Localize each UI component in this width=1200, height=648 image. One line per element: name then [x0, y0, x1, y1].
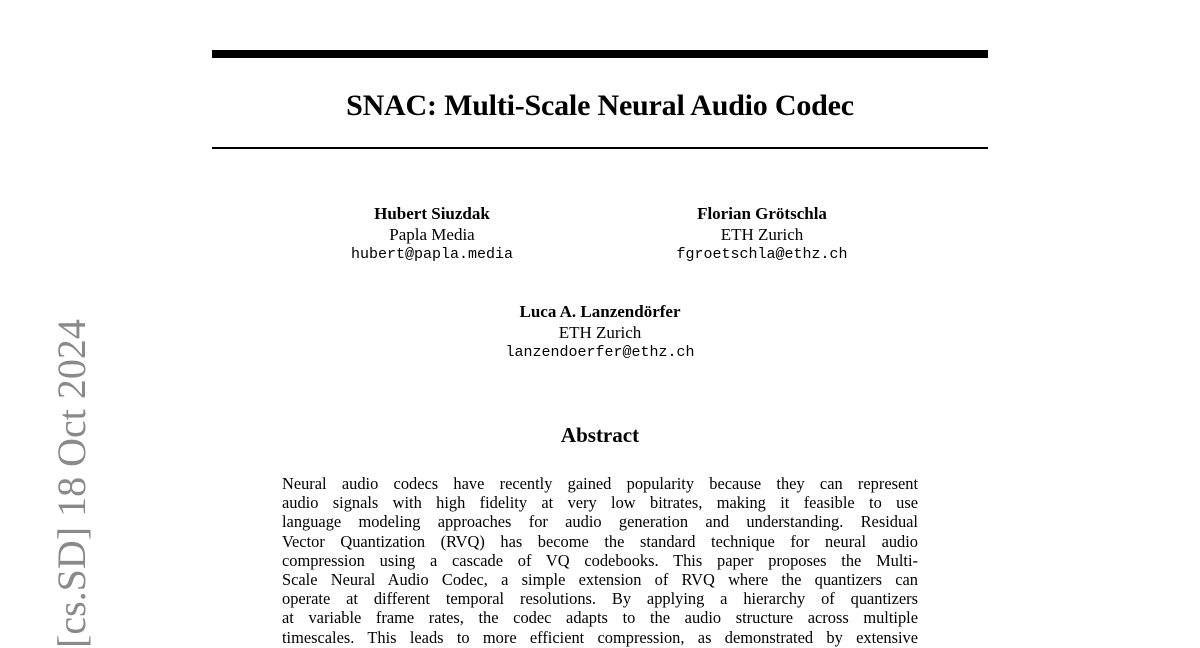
abstract-line: operate at different temporal resolutions. By applying a hierarchy of quantizers	[282, 589, 918, 609]
author-name: Luca A. Lanzendörfer	[519, 302, 681, 321]
author-email[interactable]: lanzendoerfer@ethz.ch	[505, 344, 695, 361]
abstract-body	[282, 474, 918, 647]
author-block	[602, 203, 922, 265]
title-bottom-rule	[212, 147, 988, 149]
author-affiliation: ETH Zurich	[720, 225, 804, 244]
abstract-line: timescales. This leads to more efficient compression, as demonstrated by extensive	[282, 627, 918, 647]
author-affiliation: Papla Media	[389, 225, 475, 244]
abstract-heading: Abstract	[560, 423, 640, 447]
abstract-line: at variable frame rates, the codec adapts to the audio structure across multiple	[282, 608, 918, 628]
author-block	[272, 203, 592, 265]
author-email[interactable]: hubert@papla.media	[350, 246, 514, 263]
abstract-line: Scale Neural Audio Codec, a simple extension of RVQ where the quantizers can	[282, 570, 918, 590]
author-name: Hubert Siuzdak	[374, 204, 490, 223]
arxiv-side-stamp: [cs.SD] 18 Oct 2024	[49, 319, 94, 648]
abstract-line: compression using a cascade of VQ codebooks. This paper proposes the Multi-	[282, 550, 918, 570]
author-affiliation: ETH Zurich	[558, 323, 642, 342]
author-name: Florian Grötschla	[697, 204, 827, 223]
title-top-rule	[212, 50, 988, 58]
author-email[interactable]: fgroetschla@ethz.ch	[676, 246, 848, 263]
paper-title: SNAC: Multi-Scale Neural Audio Codec	[346, 89, 854, 122]
abstract-line: audio signals with high fidelity at very low bitrates, making it feasible to use	[282, 493, 918, 513]
author-block	[440, 301, 760, 363]
abstract-line: Vector Quantization (RVQ) has become the standard technique for neural audio	[282, 531, 918, 551]
abstract-line: Neural audio codecs have recently gained popularity because they can represent	[282, 474, 918, 493]
abstract-line: language modeling approaches for audio generation and understanding. Residual	[282, 512, 918, 532]
